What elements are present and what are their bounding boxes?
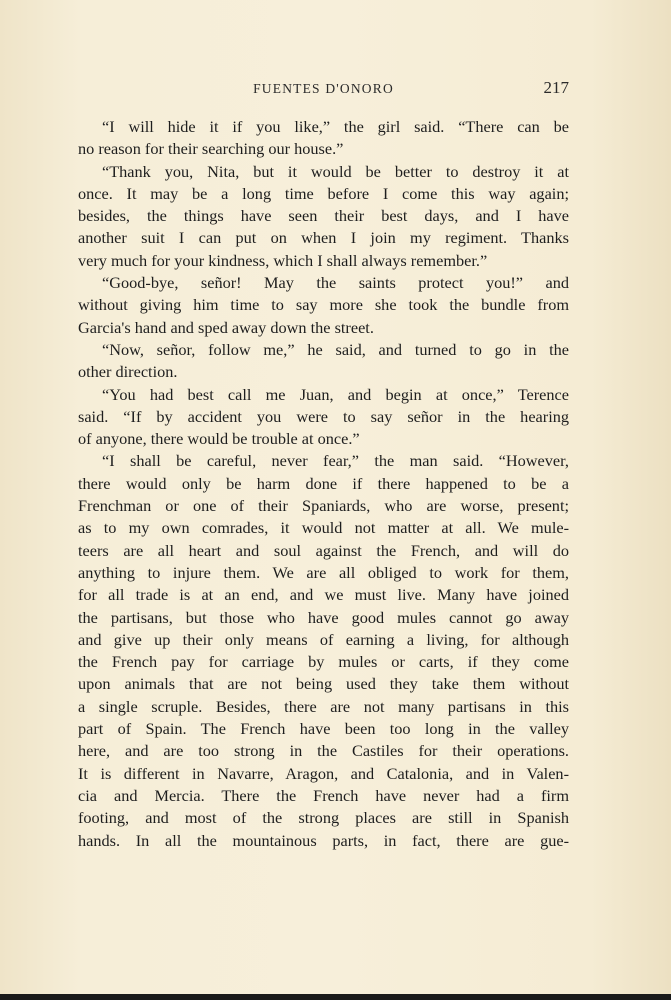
text-line: cia and Mercia. There the French have never had a firm bbox=[78, 785, 569, 805]
text-line: without giving him time to say more she took the bundle from bbox=[78, 295, 569, 315]
text-line: Garcia's hand and sped away down the street. bbox=[78, 317, 374, 337]
text-line: of anyone, there would be trouble at once.” bbox=[78, 429, 360, 449]
text-line: said. “If by accident you were to say señor in the hearing bbox=[78, 406, 569, 426]
text-line: there would only be harm done if there happened to be a bbox=[78, 473, 569, 493]
text-line: no reason for their searching our house.” bbox=[78, 139, 344, 159]
text-line: another suit I can put on when I join my regiment. Thanks bbox=[78, 228, 569, 248]
text-line: It is different in Navarre, Aragon, and Catalonia, and in Valen- bbox=[78, 763, 569, 783]
text-line: “You had best call me Juan, and begin at once,” Terence bbox=[102, 384, 569, 404]
text-line: “Good-bye, señor! May the saints protect you!” and bbox=[102, 273, 569, 293]
text-line: “I shall be careful, never fear,” the man said. “However, bbox=[102, 451, 569, 471]
text-line: upon animals that are not being used they take them without bbox=[78, 674, 569, 694]
body-text bbox=[78, 116, 569, 852]
text-line: footing, and most of the strong places are still in Spanish bbox=[78, 808, 569, 828]
page-number: 217 bbox=[543, 78, 569, 97]
text-line: “I will hide it if you like,” the girl said. “There can be bbox=[102, 117, 569, 136]
text-line: here, and are too strong in the Castiles for their operations. bbox=[78, 741, 569, 761]
text-line: teers are all heart and soul against the French, and will do bbox=[78, 540, 569, 560]
text-line: for all trade is at an end, and we must live. Many have joined bbox=[78, 585, 569, 605]
page-header bbox=[78, 78, 569, 100]
text-line: very much for your kindness, which I shall always remember.” bbox=[78, 250, 488, 270]
text-line: a single scruple. Besides, there are not many partisans in this bbox=[78, 696, 569, 716]
text-line: the French pay for carriage by mules or carts, if they come bbox=[78, 652, 569, 672]
text-line: as to my own comrades, it would not matter at all. We mule- bbox=[78, 518, 569, 538]
text-line: and give up their only means of earning a living, for although bbox=[78, 629, 569, 649]
text-line: Frenchman or one of their Spaniards, who are worse, present; bbox=[78, 496, 569, 516]
text-line: besides, the things have seen their best days, and I have bbox=[78, 206, 569, 226]
text-line: the partisans, but those who have good mules cannot go away bbox=[78, 607, 569, 627]
text-line: part of Spain. The French have been too long in the valley bbox=[78, 719, 569, 739]
text-line: “Now, señor, follow me,” he said, and turned to go in the bbox=[102, 339, 569, 359]
text-line: hands. In all the mountainous parts, in fact, there are gue- bbox=[78, 830, 569, 850]
text-line: other direction. bbox=[78, 362, 178, 382]
text-line: “Thank you, Nita, but it would be better to destroy it at bbox=[102, 161, 569, 181]
text-line: once. It may be a long time before I come this way again; bbox=[78, 183, 569, 203]
page-bottom-edge bbox=[0, 994, 671, 1000]
text-line: anything to injure them. We are all obliged to work for them, bbox=[78, 562, 569, 582]
running-head: FUENTES D'ONORO bbox=[253, 81, 394, 96]
